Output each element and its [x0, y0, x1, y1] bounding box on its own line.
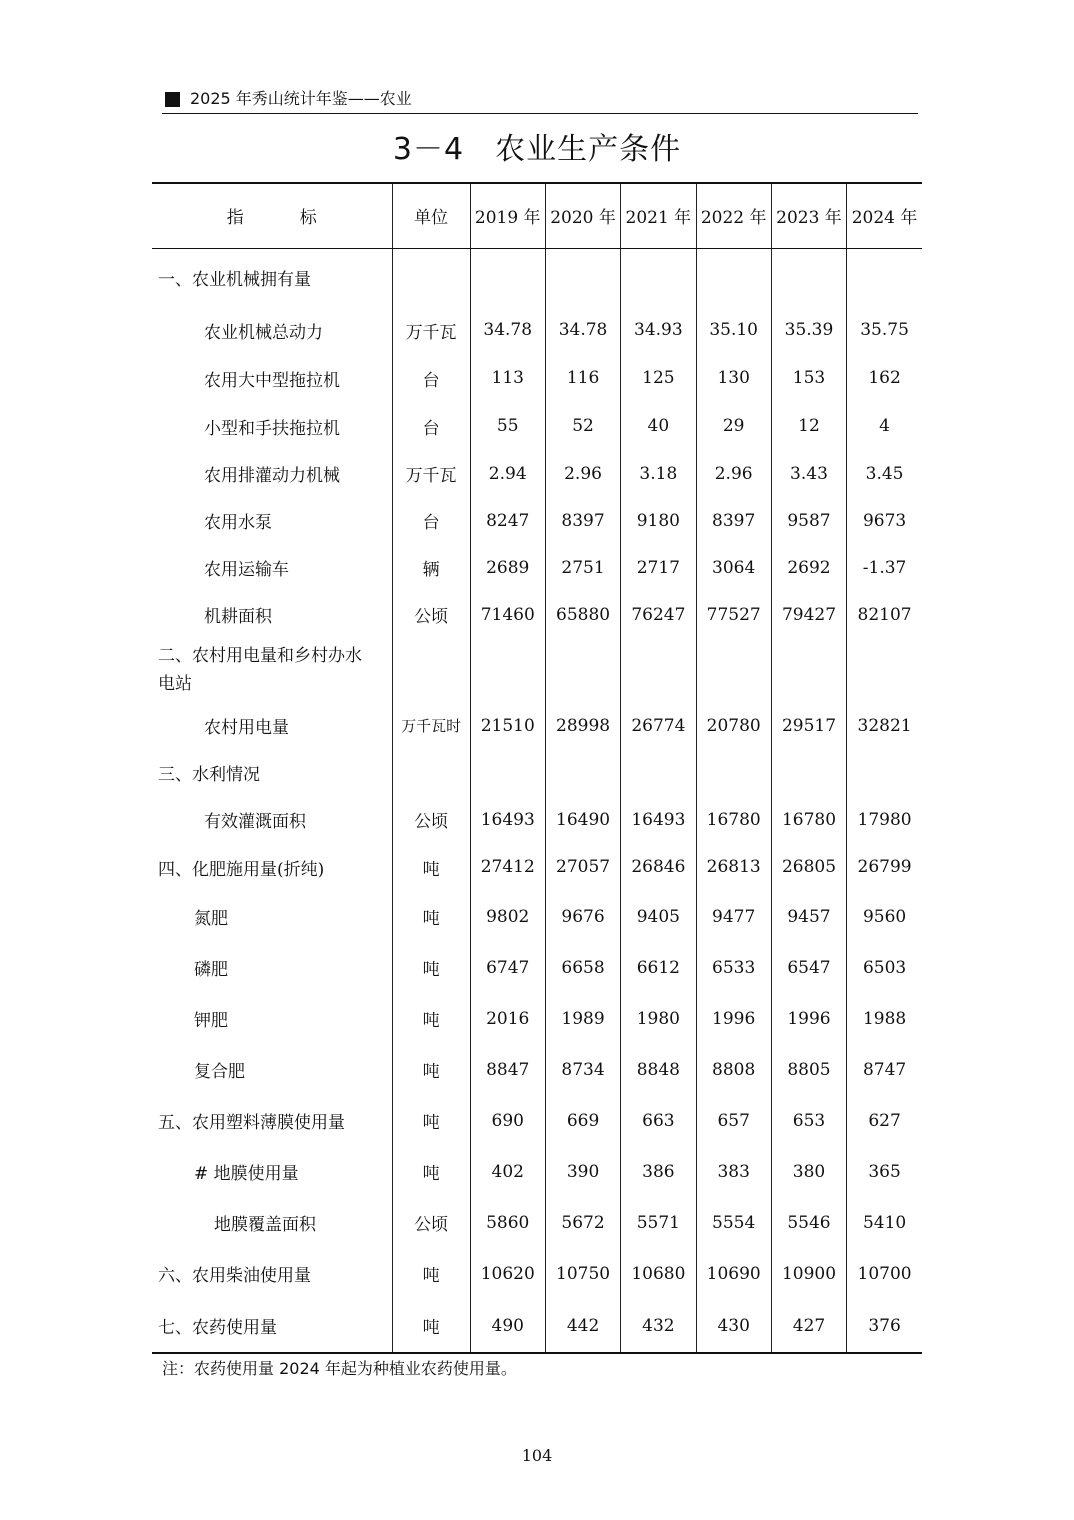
- cell: 9457: [771, 891, 846, 942]
- cell: 34.78: [545, 306, 620, 354]
- cell: 376: [847, 1299, 922, 1353]
- cell: [470, 638, 545, 702]
- row-label: 六、农用柴油使用量: [158, 1266, 311, 1286]
- table-container: [152, 182, 922, 1354]
- cell: 490: [470, 1299, 545, 1353]
- header-indicator: [152, 183, 392, 248]
- cell: 2692: [771, 544, 846, 591]
- cell: 16493: [621, 796, 696, 843]
- cell: [696, 248, 771, 306]
- cell: 432: [621, 1299, 696, 1353]
- cell: 26846: [621, 843, 696, 891]
- table-row: [152, 450, 922, 497]
- cell: 5554: [696, 1197, 771, 1248]
- cell: 627: [847, 1095, 922, 1146]
- table-row: [152, 1197, 922, 1248]
- cell: 16780: [696, 796, 771, 843]
- row-unit: [392, 749, 470, 796]
- row-label-line1: 二、农村用电量和乡村办水: [158, 646, 362, 666]
- cell: 2751: [545, 544, 620, 591]
- row-unit: 万千瓦: [392, 306, 470, 354]
- cell: 3.45: [847, 450, 922, 497]
- header-indicator-a: 指: [226, 208, 244, 229]
- cell: 10620: [470, 1248, 545, 1299]
- cell: [545, 248, 620, 306]
- row-unit: 吨: [392, 1095, 470, 1146]
- cell: 32821: [847, 702, 922, 749]
- cell: -1.37: [847, 544, 922, 591]
- table-row: [152, 942, 922, 993]
- cell: 9802: [470, 891, 545, 942]
- row-label: [152, 638, 392, 702]
- cell: [771, 638, 846, 702]
- cell: [847, 248, 922, 306]
- cell: 16493: [470, 796, 545, 843]
- cell: 34.93: [621, 306, 696, 354]
- cell: 2689: [470, 544, 545, 591]
- row-unit: 万千瓦: [392, 450, 470, 497]
- row-label: 农用大中型拖拉机: [204, 370, 340, 391]
- header-year: 2021 年: [621, 183, 696, 248]
- cell: [545, 749, 620, 796]
- cell: 386: [621, 1146, 696, 1197]
- cell: 26813: [696, 843, 771, 891]
- cell: 5672: [545, 1197, 620, 1248]
- row-unit: 公顷: [392, 1197, 470, 1248]
- cell: 6612: [621, 942, 696, 993]
- cell: 8847: [470, 1044, 545, 1095]
- cell: 9180: [621, 497, 696, 544]
- row-unit: [392, 248, 470, 306]
- table-row: [152, 638, 922, 702]
- cell: 365: [847, 1146, 922, 1197]
- cell: 8734: [545, 1044, 620, 1095]
- cell: 6503: [847, 942, 922, 993]
- cell: 116: [545, 354, 620, 402]
- cell: 3.18: [621, 450, 696, 497]
- cell: 8247: [470, 497, 545, 544]
- row-unit: 吨: [392, 1299, 470, 1353]
- header-year: 2022 年: [696, 183, 771, 248]
- table-row: [152, 354, 922, 402]
- cell: 153: [771, 354, 846, 402]
- cell: 130: [696, 354, 771, 402]
- header-year: 2019 年: [470, 183, 545, 248]
- row-label: 磷肥: [194, 960, 228, 980]
- row-unit: 吨: [392, 993, 470, 1044]
- data-table: [152, 182, 922, 1354]
- table-row: [152, 497, 922, 544]
- row-unit: 吨: [392, 1146, 470, 1197]
- cell: [621, 248, 696, 306]
- page-header: [162, 88, 918, 114]
- row-unit: 台: [392, 497, 470, 544]
- cell: 10750: [545, 1248, 620, 1299]
- cell: 125: [621, 354, 696, 402]
- table-row: [152, 591, 922, 638]
- row-unit: 辆: [392, 544, 470, 591]
- cell: 55: [470, 402, 545, 450]
- cell: 9405: [621, 891, 696, 942]
- cell: 162: [847, 354, 922, 402]
- cell: 10680: [621, 1248, 696, 1299]
- cell: 27057: [545, 843, 620, 891]
- header-square-icon: [165, 92, 180, 107]
- table-row: [152, 702, 922, 749]
- row-unit: 台: [392, 354, 470, 402]
- table-note: 注：农药使用量 2024 年起为种植业农药使用量。: [162, 1359, 517, 1378]
- cell: 29: [696, 402, 771, 450]
- cell: [545, 638, 620, 702]
- row-unit: 吨: [392, 942, 470, 993]
- table-row: [152, 544, 922, 591]
- cell: 113: [470, 354, 545, 402]
- table-row: [152, 248, 922, 306]
- row-label: 小型和手扶拖拉机: [204, 418, 340, 439]
- cell: 4: [847, 402, 922, 450]
- row-unit: 台: [392, 402, 470, 450]
- cell: 10690: [696, 1248, 771, 1299]
- cell: 6658: [545, 942, 620, 993]
- row-label: 三、水利情况: [158, 765, 260, 785]
- row-label: 农用排灌动力机械: [204, 466, 340, 486]
- cell: 17980: [847, 796, 922, 843]
- cell: [696, 638, 771, 702]
- cell: 52: [545, 402, 620, 450]
- cell: 6533: [696, 942, 771, 993]
- row-label: 农业机械总动力: [204, 322, 323, 343]
- cell: 10700: [847, 1248, 922, 1299]
- cell: 9560: [847, 891, 922, 942]
- cell: 2016: [470, 993, 545, 1044]
- cell: [621, 638, 696, 702]
- row-label: 农用运输车: [204, 560, 289, 580]
- header-unit: 单位: [392, 183, 470, 248]
- page-title: 3－4 农业生产条件: [392, 132, 682, 167]
- row-label: 地膜覆盖面积: [214, 1215, 316, 1235]
- cell: 8805: [771, 1044, 846, 1095]
- cell: 5571: [621, 1197, 696, 1248]
- cell: 1996: [696, 993, 771, 1044]
- cell: 430: [696, 1299, 771, 1353]
- row-label: 五、农用塑料薄膜使用量: [158, 1113, 345, 1133]
- header-year: 2024 年: [847, 183, 922, 248]
- row-label: 有效灌溉面积: [204, 812, 306, 832]
- cell: 27412: [470, 843, 545, 891]
- row-label: # 地膜使用量: [194, 1164, 299, 1184]
- page-number: 104: [521, 1446, 553, 1465]
- table-row: [152, 306, 922, 354]
- cell: 657: [696, 1095, 771, 1146]
- table-row: [152, 796, 922, 843]
- cell: 9587: [771, 497, 846, 544]
- cell: [621, 749, 696, 796]
- cell: [771, 248, 846, 306]
- row-label: 七、农药使用量: [152, 1299, 392, 1353]
- cell: 442: [545, 1299, 620, 1353]
- header-year: 2020 年: [545, 183, 620, 248]
- row-label: 氮肥: [194, 909, 228, 929]
- cell: 10900: [771, 1248, 846, 1299]
- cell: 663: [621, 1095, 696, 1146]
- row-unit: 吨: [392, 843, 470, 891]
- cell: 8848: [621, 1044, 696, 1095]
- row-label: 四、化肥施用量(折纯): [158, 859, 325, 880]
- row-unit: 万千瓦时: [392, 702, 470, 749]
- cell: 76247: [621, 591, 696, 638]
- cell: 3064: [696, 544, 771, 591]
- cell: 2717: [621, 544, 696, 591]
- cell: 28998: [545, 702, 620, 749]
- cell: 34.78: [470, 306, 545, 354]
- cell: 40: [621, 402, 696, 450]
- row-label: 农村用电量: [204, 718, 289, 738]
- cell: 29517: [771, 702, 846, 749]
- row-label: 农用水泵: [204, 513, 272, 533]
- table-row: [152, 402, 922, 450]
- cell: 1988: [847, 993, 922, 1044]
- cell: 5860: [470, 1197, 545, 1248]
- cell: 5546: [771, 1197, 846, 1248]
- cell: [470, 248, 545, 306]
- cell: 690: [470, 1095, 545, 1146]
- table-row: [152, 1248, 922, 1299]
- table-row: [152, 993, 922, 1044]
- table-row: [152, 749, 922, 796]
- table-row: [152, 1146, 922, 1197]
- row-unit: 吨: [392, 891, 470, 942]
- cell: [470, 749, 545, 796]
- row-unit: 公顷: [392, 796, 470, 843]
- cell: 9477: [696, 891, 771, 942]
- cell: 26805: [771, 843, 846, 891]
- table-row: [152, 1044, 922, 1095]
- cell: [771, 749, 846, 796]
- cell: 16490: [545, 796, 620, 843]
- cell: 9673: [847, 497, 922, 544]
- cell: 16780: [771, 796, 846, 843]
- cell: 6547: [771, 942, 846, 993]
- cell: 65880: [545, 591, 620, 638]
- cell: 6747: [470, 942, 545, 993]
- cell: 390: [545, 1146, 620, 1197]
- table-row: [152, 1095, 922, 1146]
- cell: 383: [696, 1146, 771, 1197]
- table-row: [152, 843, 922, 891]
- cell: 77527: [696, 591, 771, 638]
- cell: 8808: [696, 1044, 771, 1095]
- cell: 1989: [545, 993, 620, 1044]
- cell: 5410: [847, 1197, 922, 1248]
- cell: 8397: [696, 497, 771, 544]
- cell: 79427: [771, 591, 846, 638]
- header-text: 2025 年秀山统计年鉴——农业: [190, 89, 412, 108]
- cell: 12: [771, 402, 846, 450]
- row-label: 机耕面积: [204, 607, 272, 627]
- row-label: 复合肥: [194, 1062, 245, 1082]
- cell: 1980: [621, 993, 696, 1044]
- cell: 1996: [771, 993, 846, 1044]
- cell: [847, 749, 922, 796]
- cell: 20780: [696, 702, 771, 749]
- header-indicator-b: 标: [299, 208, 317, 229]
- cell: 2.96: [545, 450, 620, 497]
- cell: 2.94: [470, 450, 545, 497]
- cell: 380: [771, 1146, 846, 1197]
- cell: 8747: [847, 1044, 922, 1095]
- cell: 653: [771, 1095, 846, 1146]
- cell: [696, 749, 771, 796]
- table-row: [152, 1299, 922, 1353]
- row-label-line2: 电站: [158, 674, 192, 694]
- cell: 8397: [545, 497, 620, 544]
- cell: 402: [470, 1146, 545, 1197]
- cell: 35.10: [696, 306, 771, 354]
- cell: 427: [771, 1299, 846, 1353]
- row-unit: 吨: [392, 1248, 470, 1299]
- row-label: 钾肥: [194, 1011, 228, 1031]
- row-unit: 吨: [392, 1044, 470, 1095]
- cell: 669: [545, 1095, 620, 1146]
- cell: 26799: [847, 843, 922, 891]
- table-row: [152, 891, 922, 942]
- row-label: 一、农业机械拥有量: [158, 269, 311, 290]
- row-unit: [392, 638, 470, 702]
- header-year: 2023 年: [771, 183, 846, 248]
- cell: [847, 638, 922, 702]
- cell: 82107: [847, 591, 922, 638]
- cell: 35.75: [847, 306, 922, 354]
- cell: 3.43: [771, 450, 846, 497]
- cell: 21510: [470, 702, 545, 749]
- cell: 71460: [470, 591, 545, 638]
- cell: 35.39: [771, 306, 846, 354]
- table-header-row: [152, 183, 922, 248]
- cell: 2.96: [696, 450, 771, 497]
- cell: 9676: [545, 891, 620, 942]
- cell: 26774: [621, 702, 696, 749]
- row-unit: 公顷: [392, 591, 470, 638]
